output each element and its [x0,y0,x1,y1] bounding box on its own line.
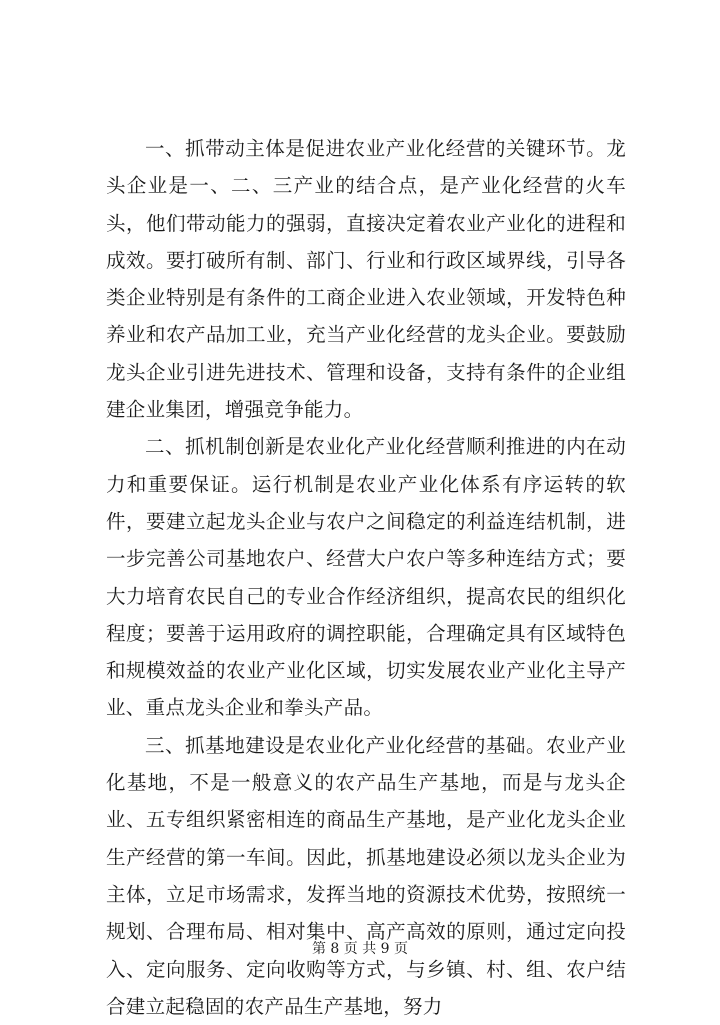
document-body [106,130,626,1025]
paragraph-1: 一、抓带动主体是促进农业产业化经营的关键环节。龙头企业是一、二、三产业的结合点，是产业化经营的火车头，他们带动能力的强弱，直接决定着农业产业化的进程和成效。要打破所有制、部门、行业和行政区域界线，引导各类企业特别是有条件的工商企业进入农业领域，开发特色种养业和农产品加工业，充当产业化经营的龙头企业。要鼓励龙头企业引进先进技术、管理和设备，支持有条件的企业组建企业集团，增强竞争能力。 [106,137,626,422]
page-footer [0,938,720,958]
paragraph-2: 二、抓机制创新是农业化产业化经营顺利推进的内在动力和重要保证。运行机制是农业产业化体系有序运转的软件，要建立起龙头企业与农户之间稳定的利益连结机制，进一步完善公司基地农户、经营大户农户等多种连结方式；要大力培育农民自己的专业合作经济组织，提高农民的组织化程度；要善于运用政府的调控职能，合理确定具有区域特色和规模效益的农业产业化区域，切实发展农业产业化主导产业、重点龙头企业和拳头产品。 [106,435,626,720]
page-number-label: 第 8 页 共 9 页 [311,941,409,957]
paragraph-3: 三、抓基地建设是农业化产业化经营的基础。农业产业化基地，不是一般意义的农产品生产基地，而是与龙头企业、五专组织紧密相连的商品生产基地，是产业化龙头企业生产经营的第一车间。因此，抓基地建设必须以龙头企业为主体，立足市场需求，发挥当地的资源技术优势，按照统一规划、合理布局、相对集中、高产高效的原则，通过定向投入、定向服务、定向收购等方式，与乡镇、村、组、农户结合建立起稳固的农产品生产基地，努力 [106,733,626,1018]
